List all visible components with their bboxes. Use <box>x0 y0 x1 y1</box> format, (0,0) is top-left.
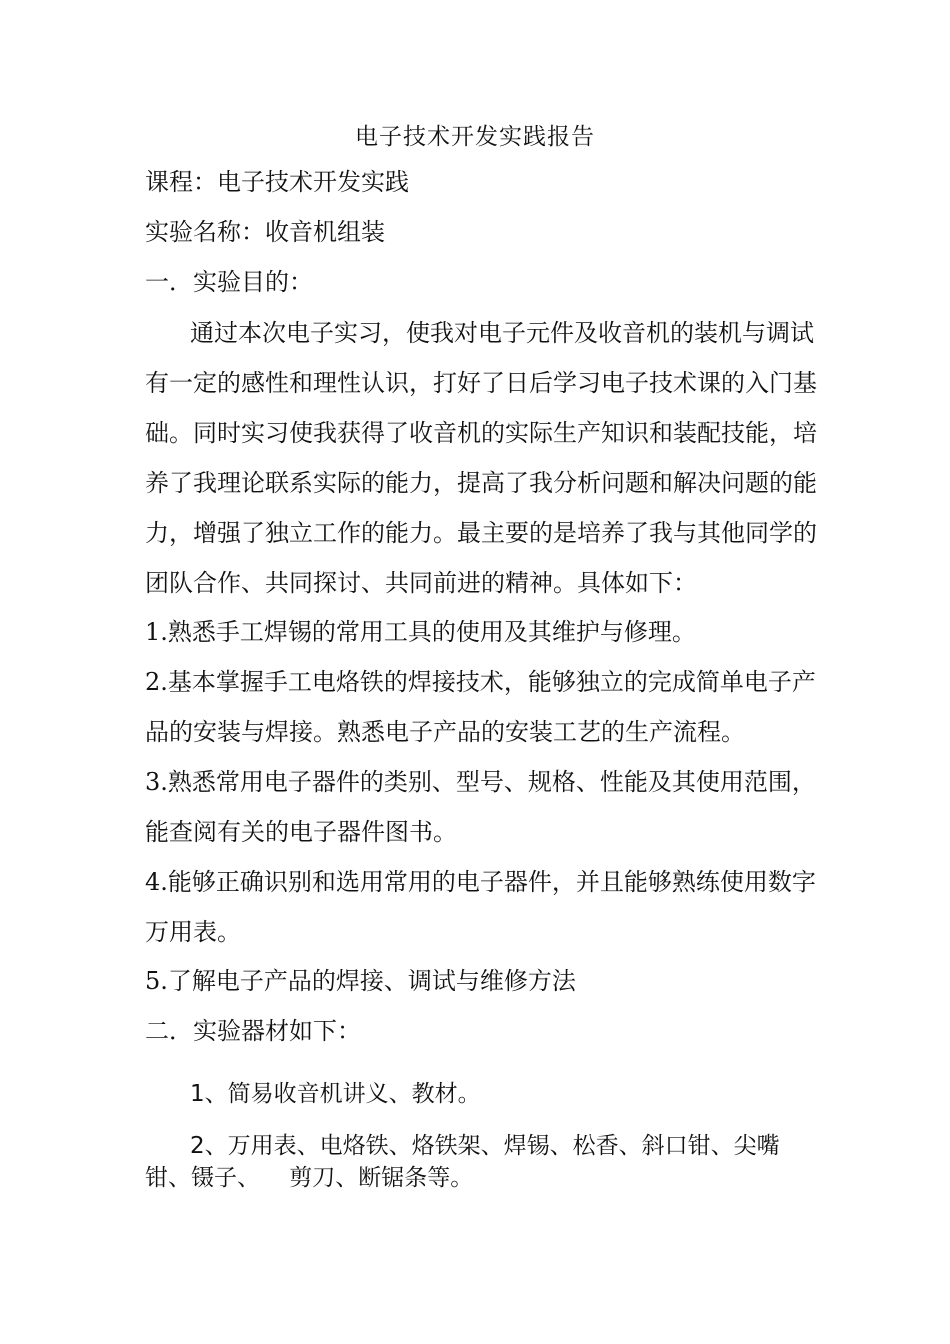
list-item: 能查阅有关的电子器件图书。 <box>145 818 457 846</box>
list-item: 1.熟悉手工焊锡的常用工具的使用及其维护与修理。 <box>145 618 696 646</box>
equipment-item-1: 1、简易收音机讲义、教材。 <box>190 1081 481 1107</box>
paragraph-line: 有一定的感性和理性认识，打好了日后学习电子技术课的入门基 <box>145 369 817 397</box>
list-item: 品的安装与焊接。熟悉电子产品的安装工艺的生产流程。 <box>145 718 745 746</box>
list-item: 4.能够正确识别和选用常用的电子器件，并且能够熟练使用数字 <box>145 868 816 896</box>
document-title: 电子技术开发实践报告 <box>355 124 595 150</box>
section1-heading: 一．实验目的： <box>145 268 313 296</box>
list-item: 5.了解电子产品的焊接、调试与维修方法 <box>145 967 576 995</box>
paragraph-line: 团队合作、共同探讨、共同前进的精神。具体如下： <box>145 569 697 597</box>
paragraph-line: 础。同时实习使我获得了收音机的实际生产知识和装配技能，培 <box>145 419 817 447</box>
section2-heading: 二．实验器材如下： <box>145 1017 361 1045</box>
list-item: 万用表。 <box>145 918 241 946</box>
equipment-item-2-line2: 钳、镊子、 剪刀、断锯条等。 <box>145 1165 474 1191</box>
course-line: 课程：电子技术开发实践 <box>145 168 409 196</box>
paragraph-line: 力，增强了独立工作的能力。最主要的是培养了我与其他同学的 <box>145 519 817 547</box>
list-item: 2.基本掌握手工电烙铁的焊接技术，能够独立的完成简单电子产 <box>145 668 816 696</box>
list-item: 3.熟悉常用电子器件的类别、型号、规格、性能及其使用范围， <box>145 768 816 796</box>
equipment-item-2-line1: 2、万用表、电烙铁、烙铁架、焊锡、松香、斜口钳、尖嘴 <box>190 1133 780 1159</box>
paragraph-line: 通过本次电子实习，使我对电子元件及收音机的装机与调试 <box>190 319 814 347</box>
experiment-name-line: 实验名称：收音机组装 <box>145 218 385 246</box>
paragraph-line: 养了我理论联系实际的能力，提高了我分析问题和解决问题的能 <box>145 469 817 497</box>
